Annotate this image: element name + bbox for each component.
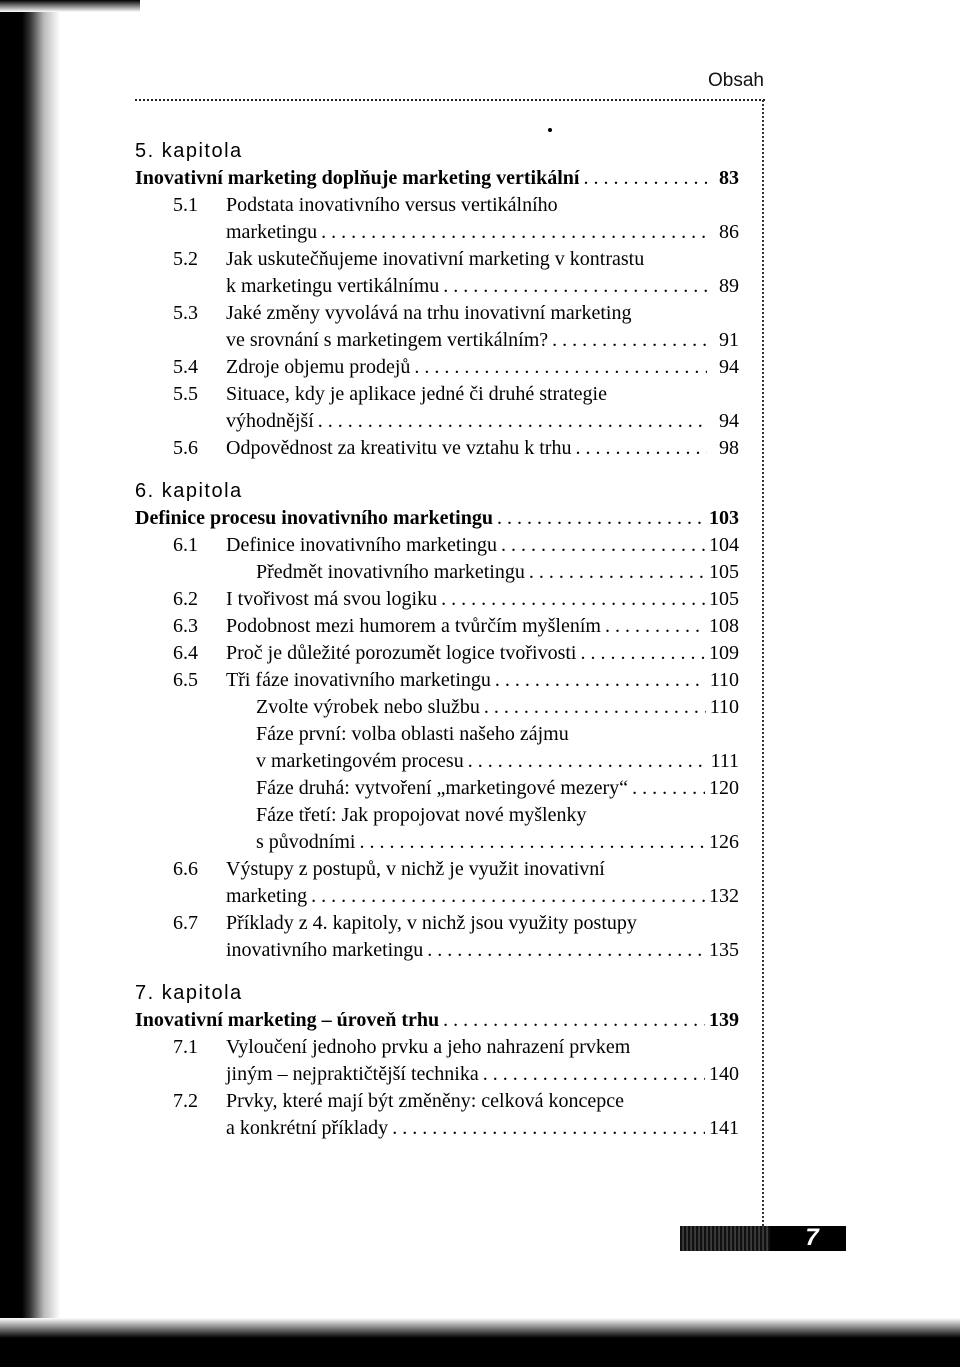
toc-entry-line	[135, 721, 739, 748]
entry-title: Podobnost mezi humorem a tvůrčím myšlením	[226, 613, 605, 640]
entry-text-wrap	[256, 829, 739, 856]
dot-leader	[441, 586, 705, 613]
toc-entry-line	[135, 667, 739, 694]
dot-leader	[468, 748, 707, 775]
toc-entry-line	[135, 532, 739, 559]
chapter-6	[135, 478, 739, 964]
dot-leader	[575, 435, 707, 462]
dot-leader	[318, 408, 707, 435]
dot-leader	[414, 354, 707, 381]
toc-entry-line	[135, 354, 739, 381]
entry-title: Inovativní marketing – úroveň trhu	[135, 1007, 443, 1034]
page-ref: 120	[709, 777, 739, 799]
page-ref: 108	[709, 615, 739, 637]
section-number: 5.3	[173, 302, 198, 324]
page-ref: 141	[709, 1117, 739, 1139]
entry-title: Předmět inovativního marketingu	[256, 559, 529, 586]
entry-text-wrap	[226, 1115, 739, 1142]
chapter-label: 7. kapitola	[135, 982, 243, 1004]
toc-entry-line	[135, 1115, 739, 1142]
entry-text-wrap	[226, 883, 739, 910]
header-dotted-rule	[135, 99, 765, 101]
entry-title: Definice procesu inovativního marketingu	[135, 505, 497, 532]
entry-title: marketing	[226, 883, 311, 910]
entry-title: Proč je důležité porozumět logice tvořivosti	[226, 640, 580, 667]
page-ref: 132	[709, 885, 739, 907]
entry-title: Tři fáze inovativního marketingu	[226, 667, 495, 694]
entry-title: Výstupy z postupů, v nichž je využit inovativní	[226, 856, 609, 883]
entry-title: výhodnější	[226, 408, 318, 435]
section-number: 6.2	[173, 588, 198, 610]
dot-leader	[427, 937, 705, 964]
section-number: 6.5	[173, 669, 198, 691]
section-number: 6.1	[173, 534, 198, 556]
page-ref: 111	[710, 750, 739, 772]
entry-text-wrap	[226, 435, 739, 462]
page-ref: 103	[709, 507, 739, 529]
toc-entry-line	[135, 883, 739, 910]
toc-entry-line	[135, 802, 739, 829]
entry-text-wrap	[226, 192, 739, 219]
toc-entry-line	[135, 1034, 739, 1061]
dot-leader	[392, 1115, 705, 1142]
entry-text-wrap	[226, 1034, 739, 1061]
stray-dot	[548, 128, 552, 132]
section-number: 5.6	[173, 437, 198, 459]
dot-leader	[497, 505, 705, 532]
dot-leader	[552, 327, 707, 354]
toc-entry-line	[135, 856, 739, 883]
entry-title: marketingu	[226, 219, 321, 246]
entry-text-wrap	[256, 775, 739, 802]
chapter-title-entry	[135, 1007, 739, 1034]
entry-title: Situace, kdy je aplikace jedné či druhé strategie	[226, 381, 611, 408]
running-header-title: Obsah	[708, 70, 764, 91]
dot-leader	[321, 219, 707, 246]
side-dotted-rule	[762, 100, 764, 1230]
entry-title: Příklady z 4. kapitoly, v nichž jsou využity postupy	[226, 910, 641, 937]
dot-leader	[484, 694, 706, 721]
entry-title: Definice inovativního marketingu	[226, 532, 501, 559]
entry-text-wrap	[226, 1061, 739, 1088]
entry-title: Podstata inovativního versus vertikálního	[226, 192, 562, 219]
toc-entry-line	[135, 694, 739, 721]
toc-entry-line	[135, 1088, 739, 1115]
entry-text-wrap	[226, 327, 739, 354]
entry-text-wrap	[226, 300, 739, 327]
toc-entry-line	[135, 246, 739, 273]
page-ref: 94	[719, 410, 739, 432]
page-ref: 86	[719, 221, 739, 243]
toc-entry-line	[135, 219, 739, 246]
entry-title: Vyloučení jednoho prvku a jeho nahrazení prvkem	[226, 1034, 634, 1061]
toc-entry-line	[135, 910, 739, 937]
page-ref: 94	[719, 356, 739, 378]
page-ref: 110	[709, 669, 739, 691]
table-of-contents	[135, 138, 739, 1158]
section-number: 7.2	[173, 1090, 198, 1112]
chapter-7	[135, 980, 739, 1142]
section-number: 5.5	[173, 383, 198, 405]
entry-title: Inovativní marketing doplňuje marketing vertikální	[135, 165, 583, 192]
dot-leader	[311, 883, 705, 910]
page-ref: 140	[709, 1063, 739, 1085]
page-ref: 105	[709, 561, 739, 583]
entry-title: jiným – nejpraktičtější technika	[226, 1061, 483, 1088]
section-number: 6.4	[173, 642, 198, 664]
toc-entry-line	[135, 300, 739, 327]
entry-title: I tvořivost má svou logiku	[226, 586, 441, 613]
scan-edge-bottom	[0, 1318, 960, 1367]
entry-text-wrap	[226, 273, 739, 300]
page-ref: 91	[719, 329, 739, 351]
page-number: 7	[805, 1224, 819, 1251]
entry-text-wrap	[226, 586, 739, 613]
toc-entry-line	[135, 327, 739, 354]
page-ref: 104	[709, 534, 739, 556]
entry-title: Fáze první: volba oblasti našeho zájmu	[256, 721, 573, 748]
entry-text-wrap	[256, 748, 739, 775]
toc-entry-line	[135, 559, 739, 586]
entry-title: k marketingu vertikálnímu	[226, 273, 443, 300]
page-ref: 110	[709, 696, 739, 718]
entry-text-wrap	[226, 910, 739, 937]
dot-leader	[443, 273, 707, 300]
page-ref: 89	[719, 275, 739, 297]
page-ref: 83	[719, 167, 739, 189]
entry-title: Jaké změny vyvolává na trhu inovativní marketing	[226, 300, 635, 327]
entry-title: s původními	[256, 829, 359, 856]
chapter-label: 6. kapitola	[135, 480, 243, 502]
dot-leader	[495, 667, 706, 694]
page-ref: 98	[719, 437, 739, 459]
entry-title: Zdroje objemu prodejů	[226, 354, 414, 381]
chapter-title-entry	[135, 165, 739, 192]
entry-text-wrap	[135, 1007, 739, 1034]
entry-text-wrap	[226, 246, 739, 273]
entry-text-wrap	[226, 613, 739, 640]
toc-entry-line	[135, 381, 739, 408]
entry-title: Prvky, které mají být změněny: celková koncepce	[226, 1088, 628, 1115]
toc-entry-line	[135, 408, 739, 435]
scan-edge-left	[0, 0, 60, 1367]
chapter-label: 5. kapitola	[135, 140, 243, 162]
section-number: 6.3	[173, 615, 198, 637]
toc-entry-line	[135, 748, 739, 775]
toc-entry-line	[135, 586, 739, 613]
entry-text-wrap	[226, 381, 739, 408]
entry-text-wrap	[226, 667, 739, 694]
entry-text-wrap	[256, 559, 739, 586]
entry-title: Fáze druhá: vytvoření „marketingové mezery“	[256, 775, 632, 802]
chapter-5	[135, 138, 739, 462]
page-ref: 135	[709, 939, 739, 961]
page-ref: 105	[709, 588, 739, 610]
toc-entry-line	[135, 640, 739, 667]
entry-text-wrap	[256, 802, 739, 829]
toc-entry-line	[135, 435, 739, 462]
entry-title: ve srovnání s marketingem vertikálním?	[226, 327, 552, 354]
dot-leader	[583, 165, 707, 192]
dot-leader	[359, 829, 705, 856]
dot-leader	[483, 1061, 705, 1088]
entry-text-wrap	[256, 694, 739, 721]
entry-text-wrap	[226, 640, 739, 667]
page-ref: 109	[709, 642, 739, 664]
dot-leader	[529, 559, 705, 586]
entry-text-wrap	[226, 354, 739, 381]
section-number: 5.4	[173, 356, 198, 378]
section-number: 6.6	[173, 858, 198, 880]
toc-entry-line	[135, 273, 739, 300]
section-number: 5.1	[173, 194, 198, 216]
entry-text-wrap	[226, 937, 739, 964]
entry-title: Zvolte výrobek nebo službu	[256, 694, 484, 721]
section-number: 7.1	[173, 1036, 198, 1058]
entry-text-wrap	[226, 219, 739, 246]
chapter-title-entry	[135, 505, 739, 532]
dot-leader	[501, 532, 705, 559]
entry-text-wrap	[135, 165, 739, 192]
entry-title: a konkrétní příklady	[226, 1115, 392, 1142]
toc-entry-line	[135, 775, 739, 802]
page-ref: 126	[709, 831, 739, 853]
section-number: 6.7	[173, 912, 198, 934]
section-number: 5.2	[173, 248, 198, 270]
entry-text-wrap	[226, 408, 739, 435]
dot-leader	[443, 1007, 705, 1034]
entry-title: inovativního marketingu	[226, 937, 427, 964]
toc-entry-line	[135, 829, 739, 856]
toc-entry-line	[135, 613, 739, 640]
toc-entry-line	[135, 937, 739, 964]
entry-text-wrap	[226, 1088, 739, 1115]
dot-leader	[632, 775, 705, 802]
entry-title: v marketingovém procesu	[256, 748, 468, 775]
page-ref: 139	[709, 1009, 739, 1031]
toc-entry-line	[135, 1061, 739, 1088]
scan-edge-top	[0, 0, 140, 12]
dot-leader	[605, 613, 705, 640]
dot-leader	[580, 640, 705, 667]
entry-text-wrap	[135, 505, 739, 532]
entry-text-wrap	[226, 532, 739, 559]
toc-entry-line	[135, 192, 739, 219]
entry-text-wrap	[256, 721, 739, 748]
entry-title: Fáze třetí: Jak propojovat nové myšlenky	[256, 802, 590, 829]
entry-title: Jak uskutečňujeme inovativní marketing v kontrastu	[226, 246, 648, 273]
entry-title: Odpovědnost za kreativitu ve vztahu k trhu	[226, 435, 575, 462]
entry-text-wrap	[226, 856, 739, 883]
